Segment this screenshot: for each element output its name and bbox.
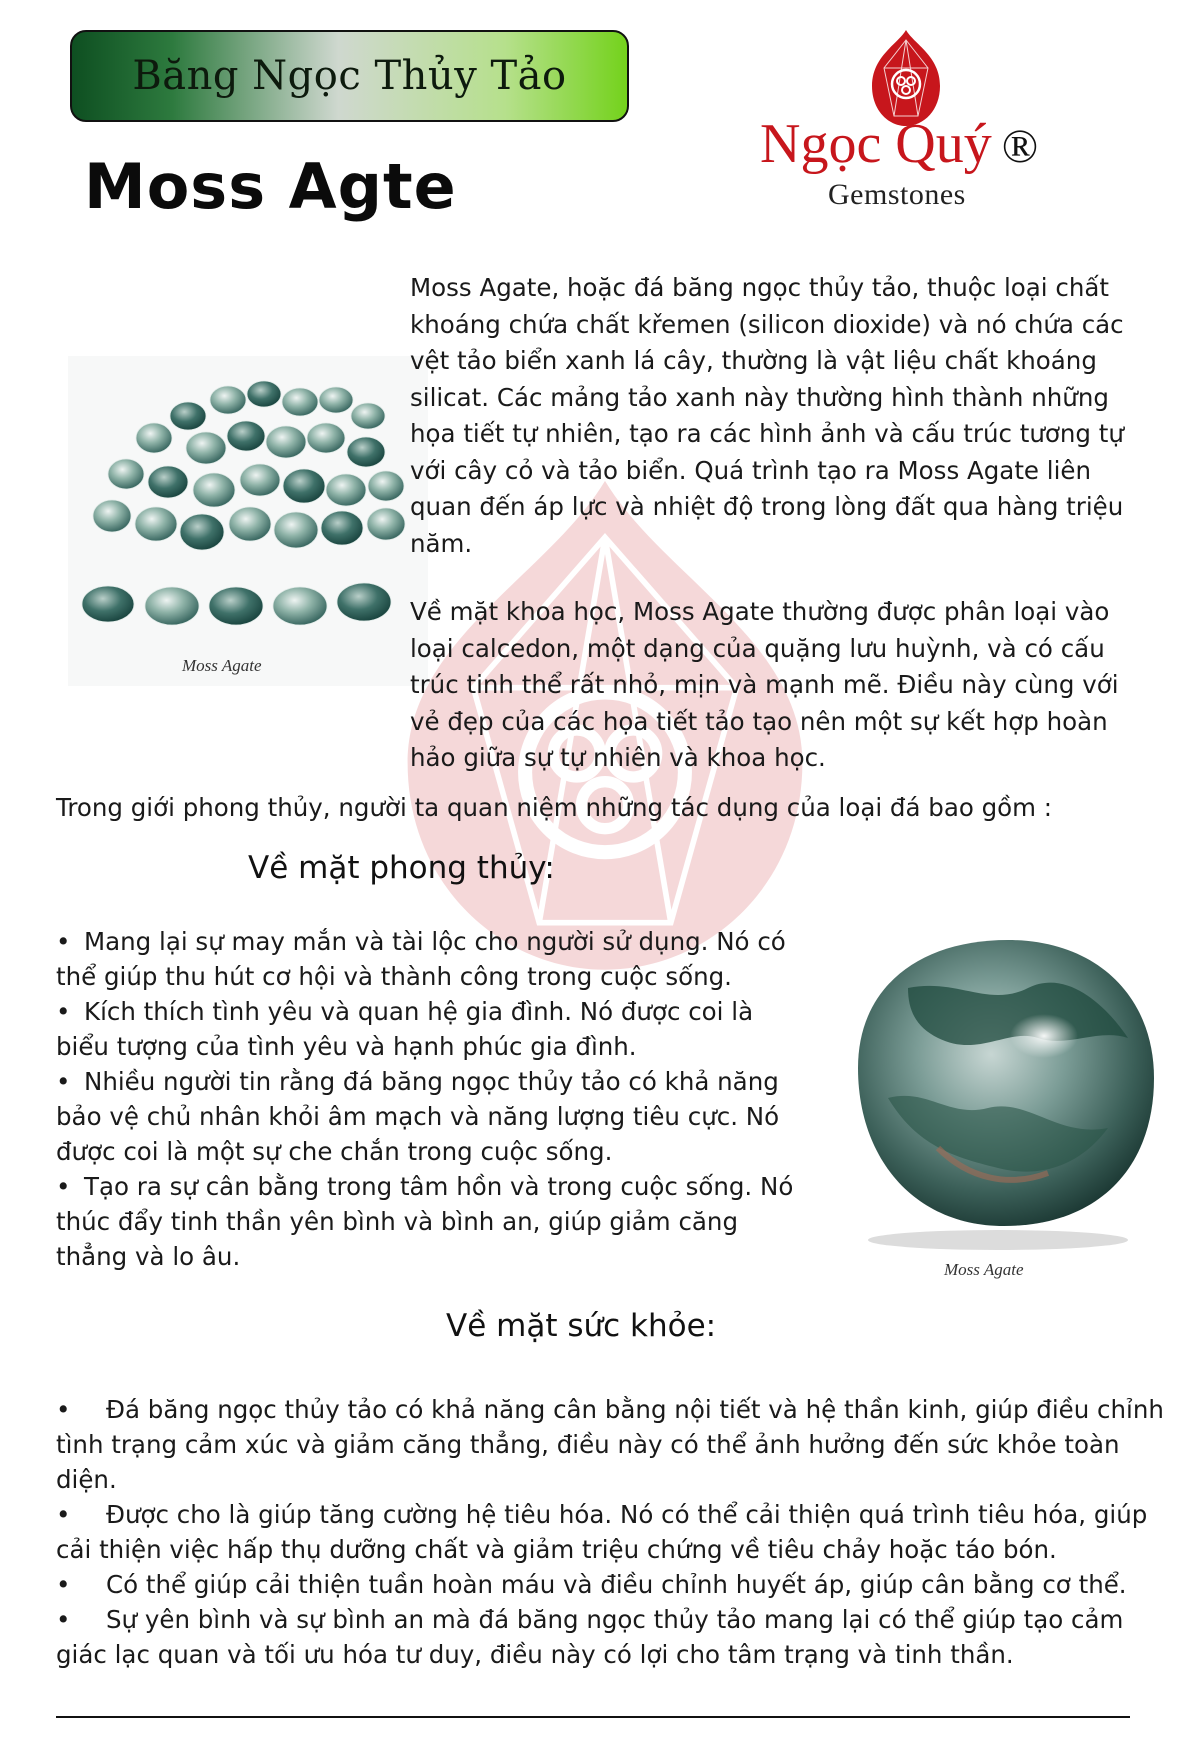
list-item: • Được cho là giúp tăng cường hệ tiêu hóa. Nó có thể cải thiện quá trình tiêu hóa, giúp cải thiện việc hấp thụ dưỡng chất và giảm triệu chứng về tiêu chảy hoặc táo bón. bbox=[56, 1497, 1166, 1567]
list-item: • Sự yên bình và sự bình an mà đá băng ngọc thủy tảo mang lại có thể giúp tạo cảm giác lạc quan và tối ưu hóa tư duy, điều này có lợi cho tâm trạng và tinh thần. bbox=[56, 1602, 1166, 1672]
brand-subtitle: Gemstones bbox=[828, 178, 966, 211]
health-list bbox=[56, 1392, 1166, 1672]
category-title-badge bbox=[70, 30, 629, 122]
science-paragraph: Về mặt khoa học, Moss Agate thường được phân loại vào loại calcedon, một dạng của quặng lưu huỳnh, và có cấu trúc tinh thể rất nhỏ, mịn và mạnh mẽ. Điều này cùng với vẻ đẹp của các họa tiết tảo tạo nên một sự kết hợp hoàn hảo giữa sự tự nhiên và khoa học. bbox=[410, 597, 1119, 772]
bullet-icon: • bbox=[56, 997, 71, 1026]
description-paragraph: Moss Agate, hoặc đá băng ngọc thủy tảo, thuộc loại chất khoáng chứa chất křemen (silicon dioxide) và nó chứa các vệt tảo biển xanh lá cây, thường là vật liệu chất khoáng silicat. Các mảng tảo xanh này thường hình thành những họa tiết tự nhiên, tạo ra các hình ảnh và cấu trúc tương tự với cây cỏ và tảo biển. Quá trình tạo ra Moss Agate liên quan đến áp lực và nhiệt độ trong lòng đất qua hàng triệu năm. bbox=[410, 273, 1124, 558]
feng-shui-heading: Về mặt phong thủy: bbox=[248, 850, 555, 886]
bullet-icon: • bbox=[56, 1395, 71, 1424]
health-heading: Về mặt sức khỏe: bbox=[446, 1308, 717, 1344]
list-item: • Nhiều người tin rằng đá băng ngọc thủy tảo có khả năng bảo vệ chủ nhân khỏi âm mạch và năng lượng tiêu cực. Nó được coi là một sự che chắn trong cuộc sống. bbox=[56, 1064, 796, 1169]
bullet-icon: • bbox=[56, 927, 71, 956]
image-caption: Moss Agate bbox=[182, 656, 262, 675]
bullet-icon: • bbox=[56, 1605, 71, 1634]
effects-intro: Trong giới phong thủy, người ta quan niệm những tác dụng của loại đá bao gồm : bbox=[56, 793, 1053, 822]
bullet-icon: • bbox=[56, 1067, 71, 1096]
category-title: Băng Ngọc Thủy Tảo bbox=[132, 53, 567, 99]
list-item: • Có thể giúp cải thiện tuần hoàn máu và điều chỉnh huyết áp, giúp cân bằng cơ thể. bbox=[56, 1567, 1166, 1602]
bottom-divider bbox=[56, 1716, 1130, 1718]
moss-agate-polished-stone-image bbox=[818, 918, 1178, 1258]
bullet-icon: • bbox=[56, 1172, 71, 1201]
list-item: • Tạo ra sự cân bằng trong tâm hồn và trong cuộc sống. Nó thúc đẩy tinh thần yên bình và bình an, giúp giảm căng thẳng và lo âu. bbox=[56, 1169, 796, 1274]
feng-shui-list bbox=[56, 924, 796, 1274]
moss-agate-stones-image bbox=[68, 356, 428, 686]
image-caption: Moss Agate bbox=[944, 1260, 1024, 1279]
list-item: • Kích thích tình yêu và quan hệ gia đình. Nó được coi là biểu tượng của tình yêu và hạnh phúc gia đình. bbox=[56, 994, 796, 1064]
list-item: • Đá băng ngọc thủy tảo có khả năng cân bằng nội tiết và hệ thần kinh, giúp điều chỉnh tình trạng cảm xúc và giảm căng thẳng, điều này có thể ảnh hưởng đến sức khỏe toàn diện. bbox=[56, 1392, 1166, 1497]
page-title: Moss Agte bbox=[84, 150, 457, 223]
registered-mark: ® bbox=[1001, 120, 1039, 173]
brand-name: Ngọc Quý ® bbox=[760, 113, 1039, 175]
bullet-icon: • bbox=[56, 1570, 71, 1599]
list-item: • Mang lại sự may mắn và tài lộc cho người sử dụng. Nó có thể giúp thu hút cơ hội và thành công trong cuộc sống. bbox=[56, 924, 796, 994]
bullet-icon: • bbox=[56, 1500, 71, 1529]
